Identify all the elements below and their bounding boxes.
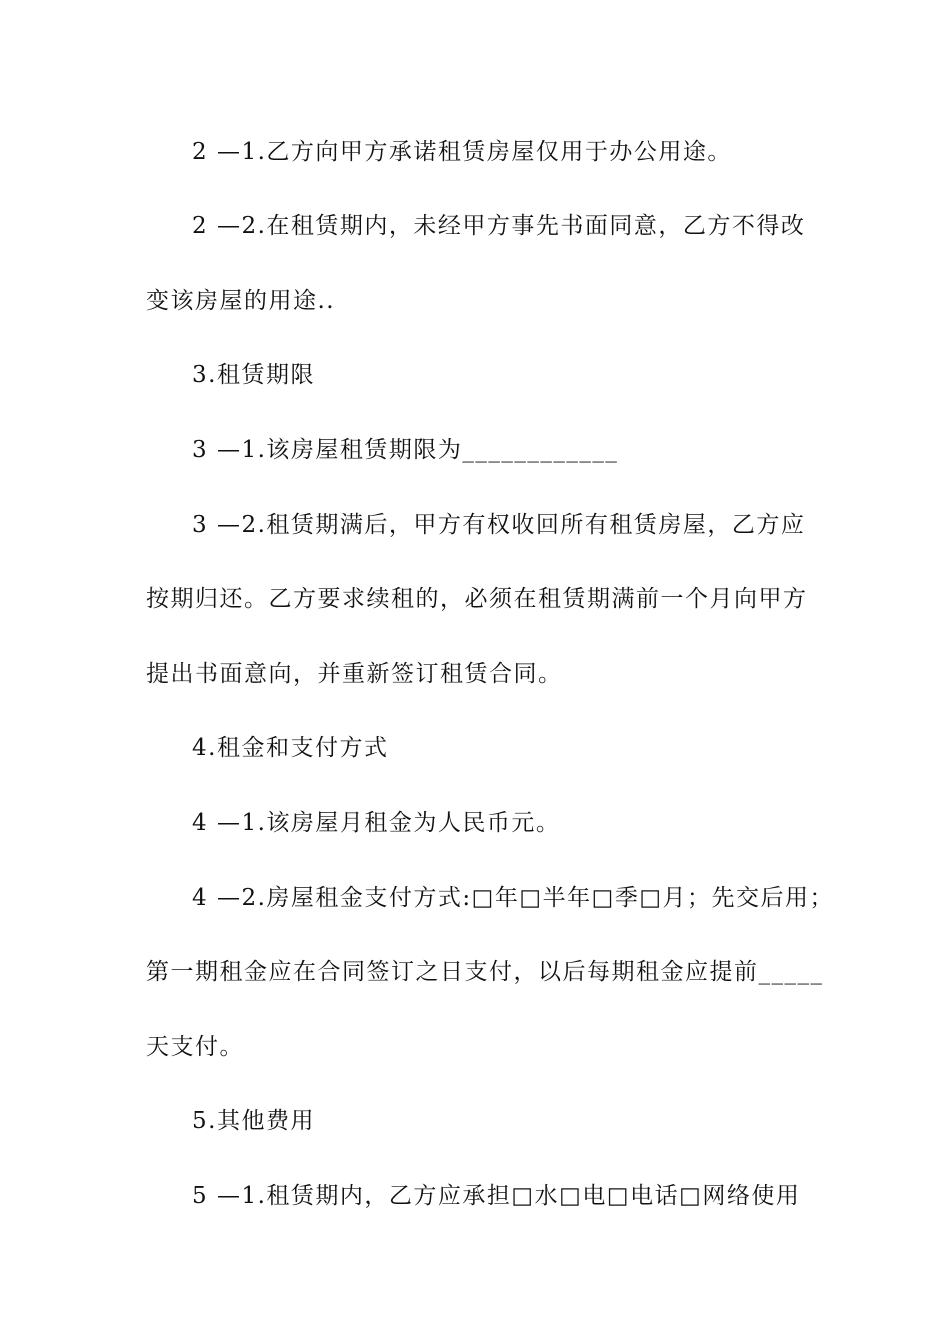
clause-2-1: 2 —1.乙方向甲方承诺租赁房屋仅用于办公用途。 bbox=[192, 139, 732, 165]
clause-4-2-cont-2: 天支付。 bbox=[146, 1034, 244, 1060]
clause-2-2: 2 —2.在租赁期内，未经甲方事先书面同意，乙方不得改 bbox=[192, 213, 806, 239]
clause-3-2-cont-1: 按期归还。乙方要求续租的，必须在租赁期满前一个月向甲方 bbox=[146, 586, 808, 612]
clause-2-2-cont: 变该房屋的用途.. bbox=[146, 288, 336, 314]
clause-4-1: 4 —1.该房屋月租金为人民币元。 bbox=[192, 810, 561, 836]
section-3-heading: 3.租赁期限 bbox=[192, 362, 315, 388]
clause-3-2: 3 —2.租赁期满后，甲方有权收回所有租赁房屋，乙方应 bbox=[192, 512, 806, 538]
clause-5-1: 5 —1.租赁期内，乙方应承担□水□电□电话□网络使用 bbox=[192, 1183, 801, 1209]
clause-4-2: 4 —2.房屋租金支付方式:□年□半年□季□月；先交后用； bbox=[192, 885, 835, 911]
section-4-heading: 4.租金和支付方式 bbox=[192, 735, 389, 761]
clause-3-2-cont-2: 提出书面意向，并重新签订租赁合同。 bbox=[146, 661, 563, 687]
section-5-heading: 5.其他费用 bbox=[192, 1108, 315, 1134]
clause-3-1: 3 —1.该房屋租赁期限为____________ bbox=[192, 437, 619, 463]
clause-4-2-cont-1: 第一期租金应在合同签订之日支付，以后每期租金应提前_____ bbox=[146, 959, 824, 985]
